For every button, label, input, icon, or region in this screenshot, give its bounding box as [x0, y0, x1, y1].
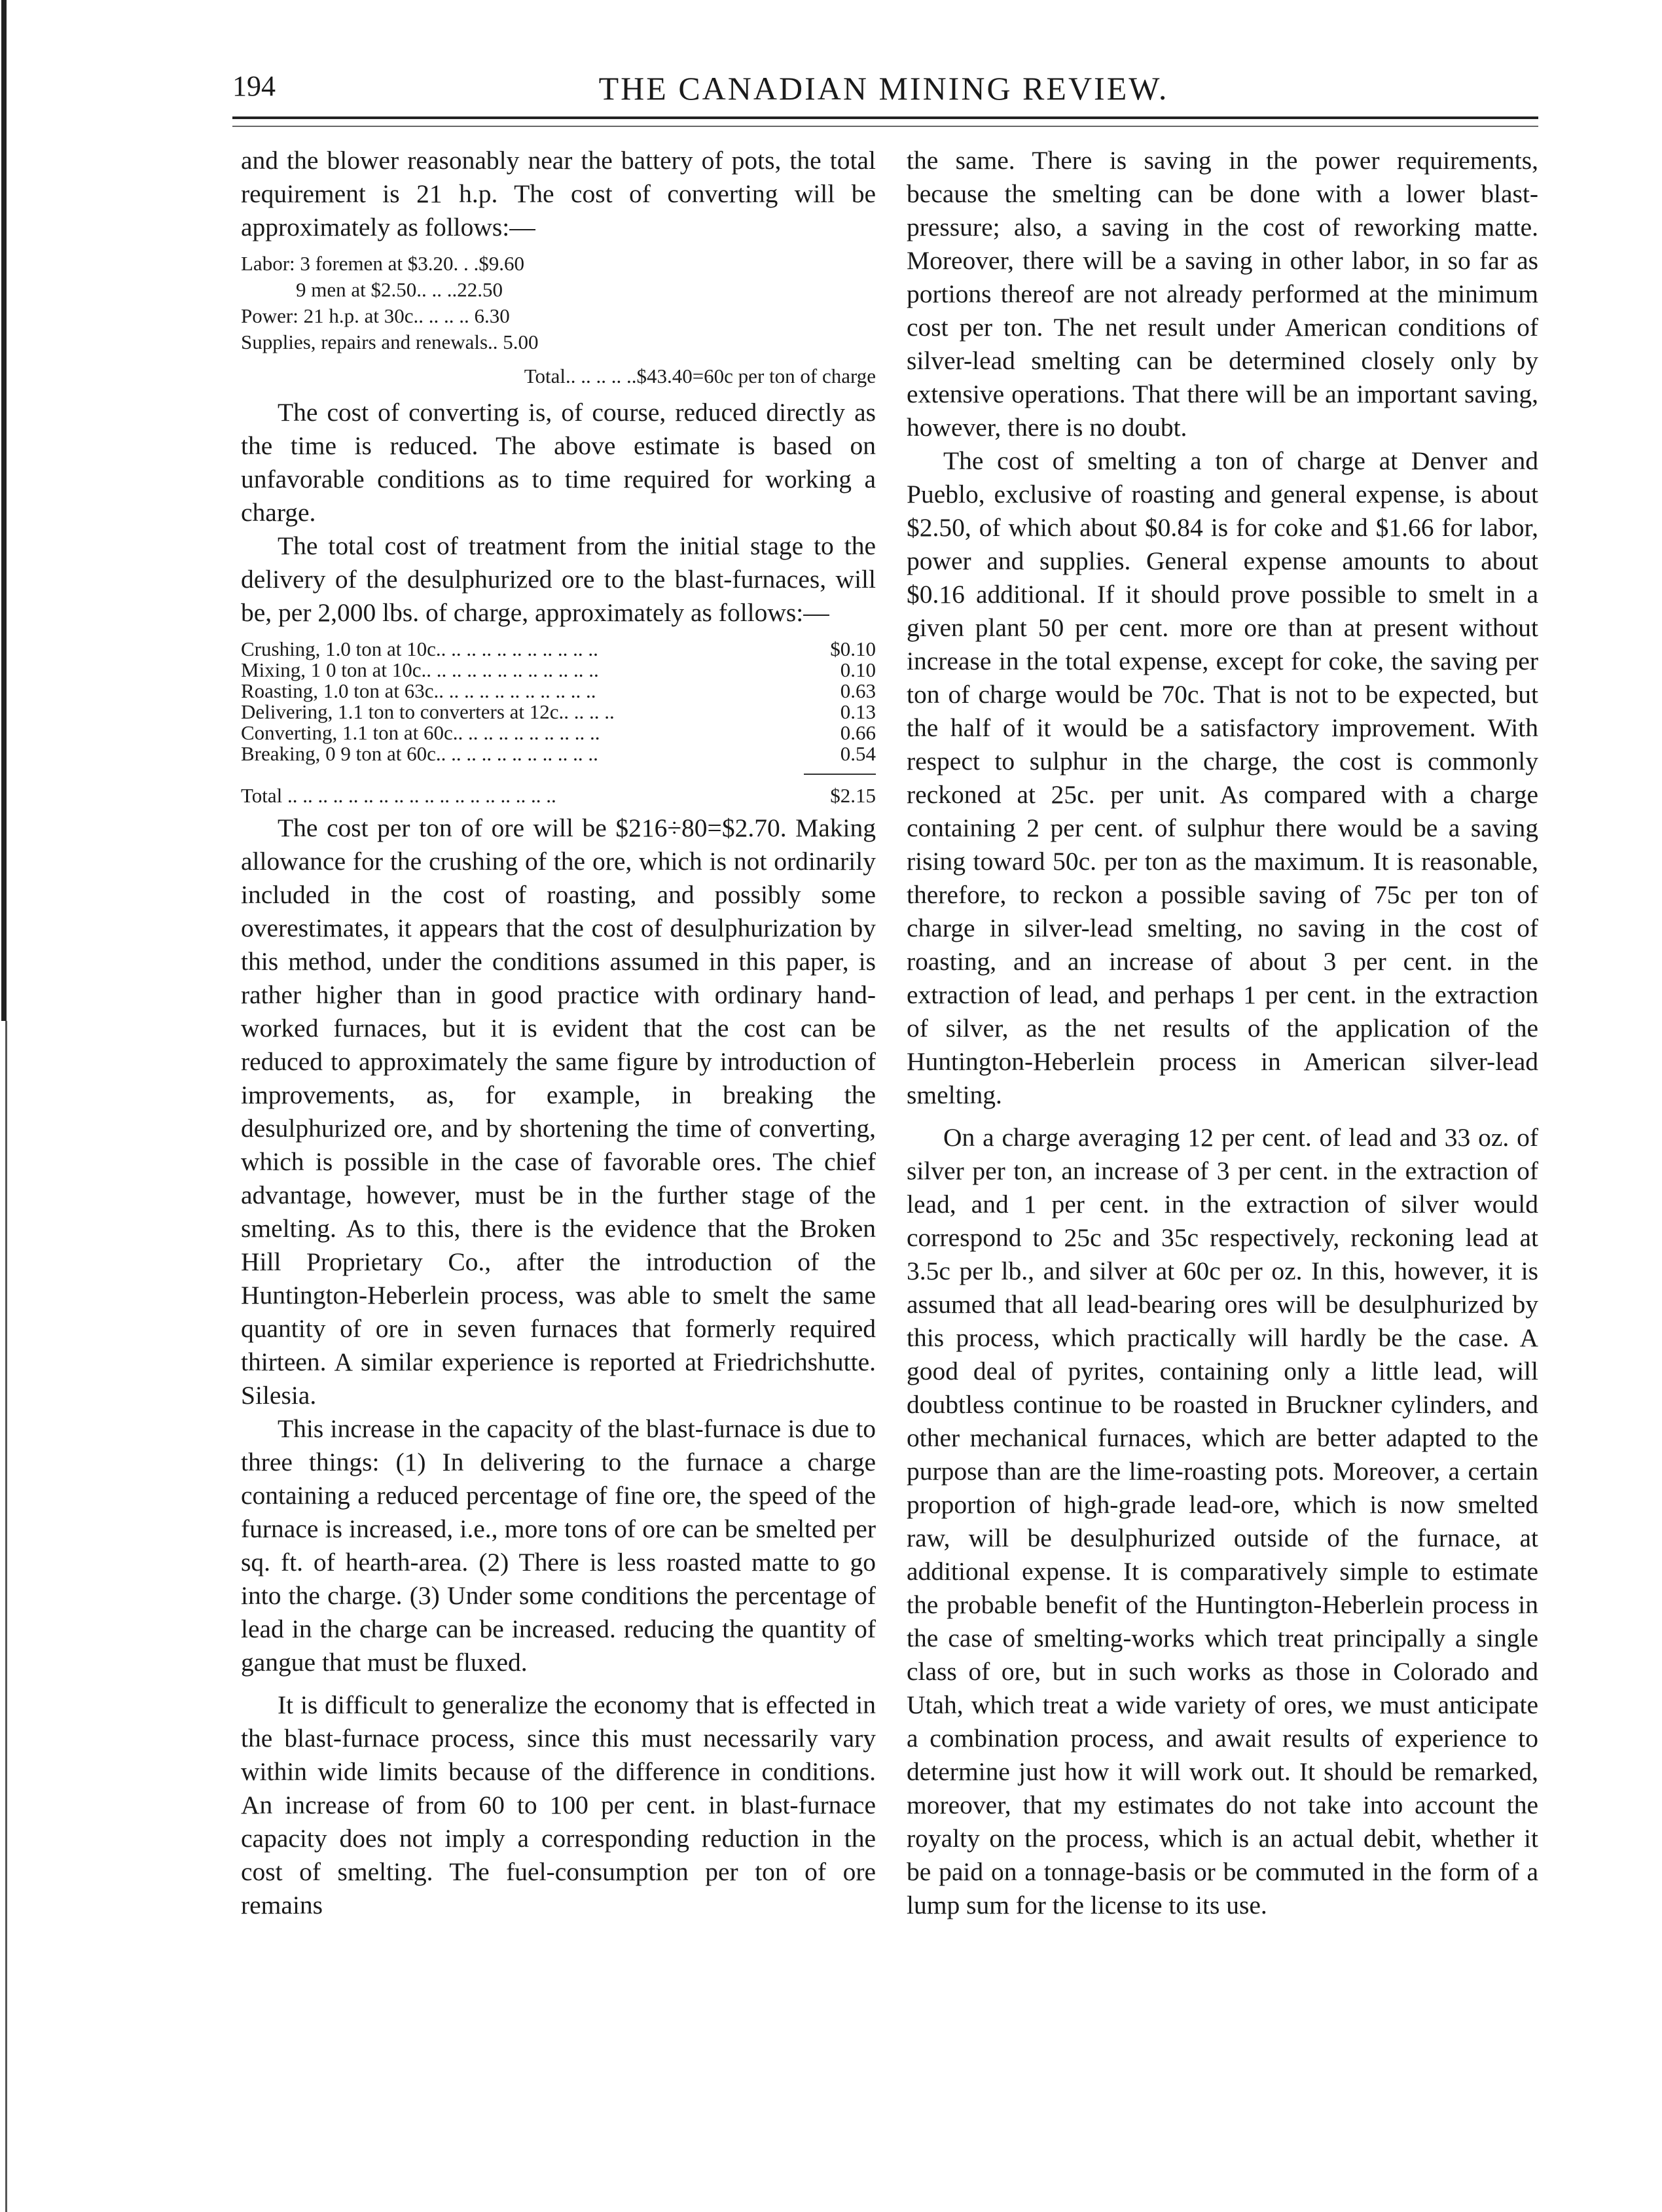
binding-edge-lower	[5, 1021, 7, 2212]
table-cell: Supplies, repairs and renewals.. 5.00	[241, 330, 539, 353]
cost-total-value: $2.15	[830, 784, 876, 807]
table-row	[241, 681, 876, 702]
paragraph: The cost per ton of ore will be $216÷80=$2.70. Making allowance for the crushing of the ore, which is not ordinarily included in the cost of roasting, and possibly some overestimates, it appears that the cost of desulphurization by this method, under the conditions assumed in this paper, is rather higher than in good practice with ordinary hand-worked furnaces, but it is evident that the cost can be reduced to approximately the same figure by introduction of improvements, as, for example, in breaking the desulphurized ore, and by shortening the time of converting, which is possible in the case of favorable ores. The chief advantage, however, must be in the further stage of the smelting. As to this, there is the evidence that the Broken Hill Proprietary Co., after the introduction of the Huntington-Heberlein process, was able to smelt the same quantity of ore in seven furnaces that formerly required thirteen. A similar experience is reported at Friedrichshutte. Silesia.	[241, 813, 876, 1410]
table-row	[241, 639, 876, 660]
table-row	[241, 702, 876, 722]
labor-cost-table	[241, 251, 876, 355]
labor-total: Total.. .. .. .. ..$43.40=60c per ton of charge	[524, 365, 876, 387]
paragraph: the same. There is saving in the power requirements, because the smelting can be done with a lower blast-pressure; also, a saving in the cost of reworking matte. Moreover, there will be a saving in other labor, in so far as portions thereof are not already performed at the minimum cost per ton. The net result under American conditions of silver-lead smelting can be determined closely only by extensive operations. That there will be an important saving, however, there is no doubt.	[907, 146, 1538, 442]
table-row	[241, 743, 876, 764]
table-value: 0.13	[840, 700, 876, 723]
paragraph: It is difficult to generalize the economy that is effected in the blast-furnace process, since this must necessarily vary within wide limits because of the difference in conditions. An increase of from 60 to 100 per cent. in blast-furnace capacity does not imply a corresponding reduction in the cost of smelting. The fuel-consumption per ton of ore remains	[241, 1690, 876, 1919]
table-divider	[804, 774, 876, 775]
treatment-cost-table	[241, 639, 876, 764]
table-row	[241, 303, 876, 329]
paragraph: This increase in the capacity of the blast-furnace is due to three things: (1) In delivering to the furnace a charge containing a reduced percentage of fine ore, the speed of the furnace is increased, i.e., more tons of ore can be smelted per sq. ft. of hearth-area. (2) There is less roasted matte to go into the charge. (3) Under some conditions the percentage of lead in the charge can be increased. reducing the quantity of gangue that must be fluxed.	[241, 1414, 876, 1677]
header-rule	[232, 116, 1538, 119]
paragraph: The cost of smelting a ton of charge at Denver and Pueblo, exclusive of roasting and general expense, is about $2.50, of which about $0.84 is for coke and $1.66 for labor, power and supplies. General expense amounts to about $0.16 additional. If it should prove possible to smelt in a given plant 50 per cent. more ore than at present without increase in the total expense, except for coke, the saving per ton of charge would be 70c. That is not to be expected, but the half of it would be a satisfactory improvement. With respect to sulphur in the charge, the cost is commonly reckoned at 25c. per unit. As compared with a charge containing 2 per cent. of sulphur there would be a saving rising toward 50c. per ton as the maximum. It is reasonable, therefore, to reckon a possible saving of 75c per ton of charge in silver-lead smelting, no saving in the cost of roasting, and an increase of about 3 per cent. in the extraction of lead, and perhaps 1 per cent. in the extraction of silver, as the net results of the application of the Huntington-Heberlein process in American silver-lead smelting.	[907, 446, 1538, 1109]
table-cell: Crushing, 1.0 ton at 10c.. .. .. .. .. .. .. .. .. .. ..	[241, 637, 598, 660]
table-cell: Power: 21 h.p. at 30c.. .. .. .. 6.30	[241, 304, 510, 327]
table-cell: 9 men at $2.50.. .. ..22.50	[296, 278, 503, 301]
table-value: 0.54	[840, 742, 876, 765]
left-column	[241, 144, 876, 1922]
table-cell: Mixing, 1 0 ton at 10c.. .. .. .. .. .. .. .. .. .. .. ..	[241, 658, 599, 681]
paragraph: On a charge averaging 12 per cent. of lead and 33 oz. of silver per ton, an increase of 3 per cent. in the extraction of lead, and 1 per cent. in the extraction of silver would correspond to 25c and 35c respectively, reckoning lead at 3.5c per lb., and silver at 60c per oz. In this, however, it is assumed that all lead-bearing ores will be desulphurized by this process, which practically will hardly be the case. A good deal of pyrites, containing only a little lead, will doubtless continue to be roasted in Bruckner cylinders, and other mechanical furnaces, which are better adapted to the purpose than are the lime-roasting pots. Moreover, a certain proportion of high-grade lead-ore, which is now smelted raw, will be desulphurized outside of the furnace, at additional expense. It is comparatively simple to estimate the probable benefit of the Huntington-Heberlein process in the case of smelting-works which treat principally a single class of ore, but in such works as those in Colorado and Utah, which treat a wide variety of ores, we must anticipate a combination process, and await results of experience to determine just how it will work out. It should be remarked, moreover, that my estimates do not take into account the royalty on the process, which is an actual debit, whether it be paid on a tonnage-basis or be commuted in the form of a lump sum for the license to its use.	[907, 1123, 1538, 1919]
table-value: 0.63	[840, 679, 876, 702]
spacer	[241, 1679, 876, 1688]
journal-title: THE CANADIAN MINING REVIEW.	[598, 70, 1169, 107]
header-rule-thin	[232, 126, 1538, 127]
table-cell: Delivering, 1.1 ton to converters at 12c.. .. .. ..	[241, 700, 615, 723]
table-cell: Labor: 3 foremen at $3.20. . .$9.60	[241, 252, 525, 275]
right-column	[907, 144, 1538, 1922]
table-cell: Roasting, 1.0 ton at 63c.. .. .. .. .. .. .. .. .. .. ..	[241, 679, 596, 702]
table-row	[241, 722, 876, 743]
table-value: 0.66	[840, 721, 876, 744]
table-row	[241, 251, 876, 277]
paragraph: The cost of converting is, of course, reduced directly as the time is reduced. The above estimate is based on unfavorable conditions as to time required for working a charge.	[241, 398, 876, 527]
paragraph: and the blower reasonably near the battery of pots, the total requirement is 21 h.p. The cost of converting will be approximately as follows:—	[241, 146, 876, 241]
table-cell: Breaking, 0 9 ton at 60c.. .. .. .. .. .. .. .. .. .. ..	[241, 742, 598, 765]
table-cell: Converting, 1.1 ton at 60c.. .. .. .. .. .. .. .. .. ..	[241, 721, 600, 744]
page-header	[232, 60, 1535, 113]
paragraph: The total cost of treatment from the initial stage to the delivery of the desulphurized ore to the blast-furnaces, will be, per 2,000 lbs. of charge, approximately as follows:—	[241, 531, 876, 627]
table-value: $0.10	[830, 637, 876, 660]
cost-total-label: Total .. .. .. .. .. .. .. .. .. .. .. .. .. .. .. .. .. ..	[241, 784, 556, 807]
table-row	[241, 329, 876, 355]
table-row	[241, 660, 876, 681]
cost-total-row	[241, 783, 876, 809]
page-number: 194	[232, 70, 276, 102]
table-row	[241, 277, 876, 303]
table-value: 0.10	[840, 658, 876, 681]
binding-edge	[1, 0, 7, 1021]
spacer	[907, 1112, 1538, 1121]
